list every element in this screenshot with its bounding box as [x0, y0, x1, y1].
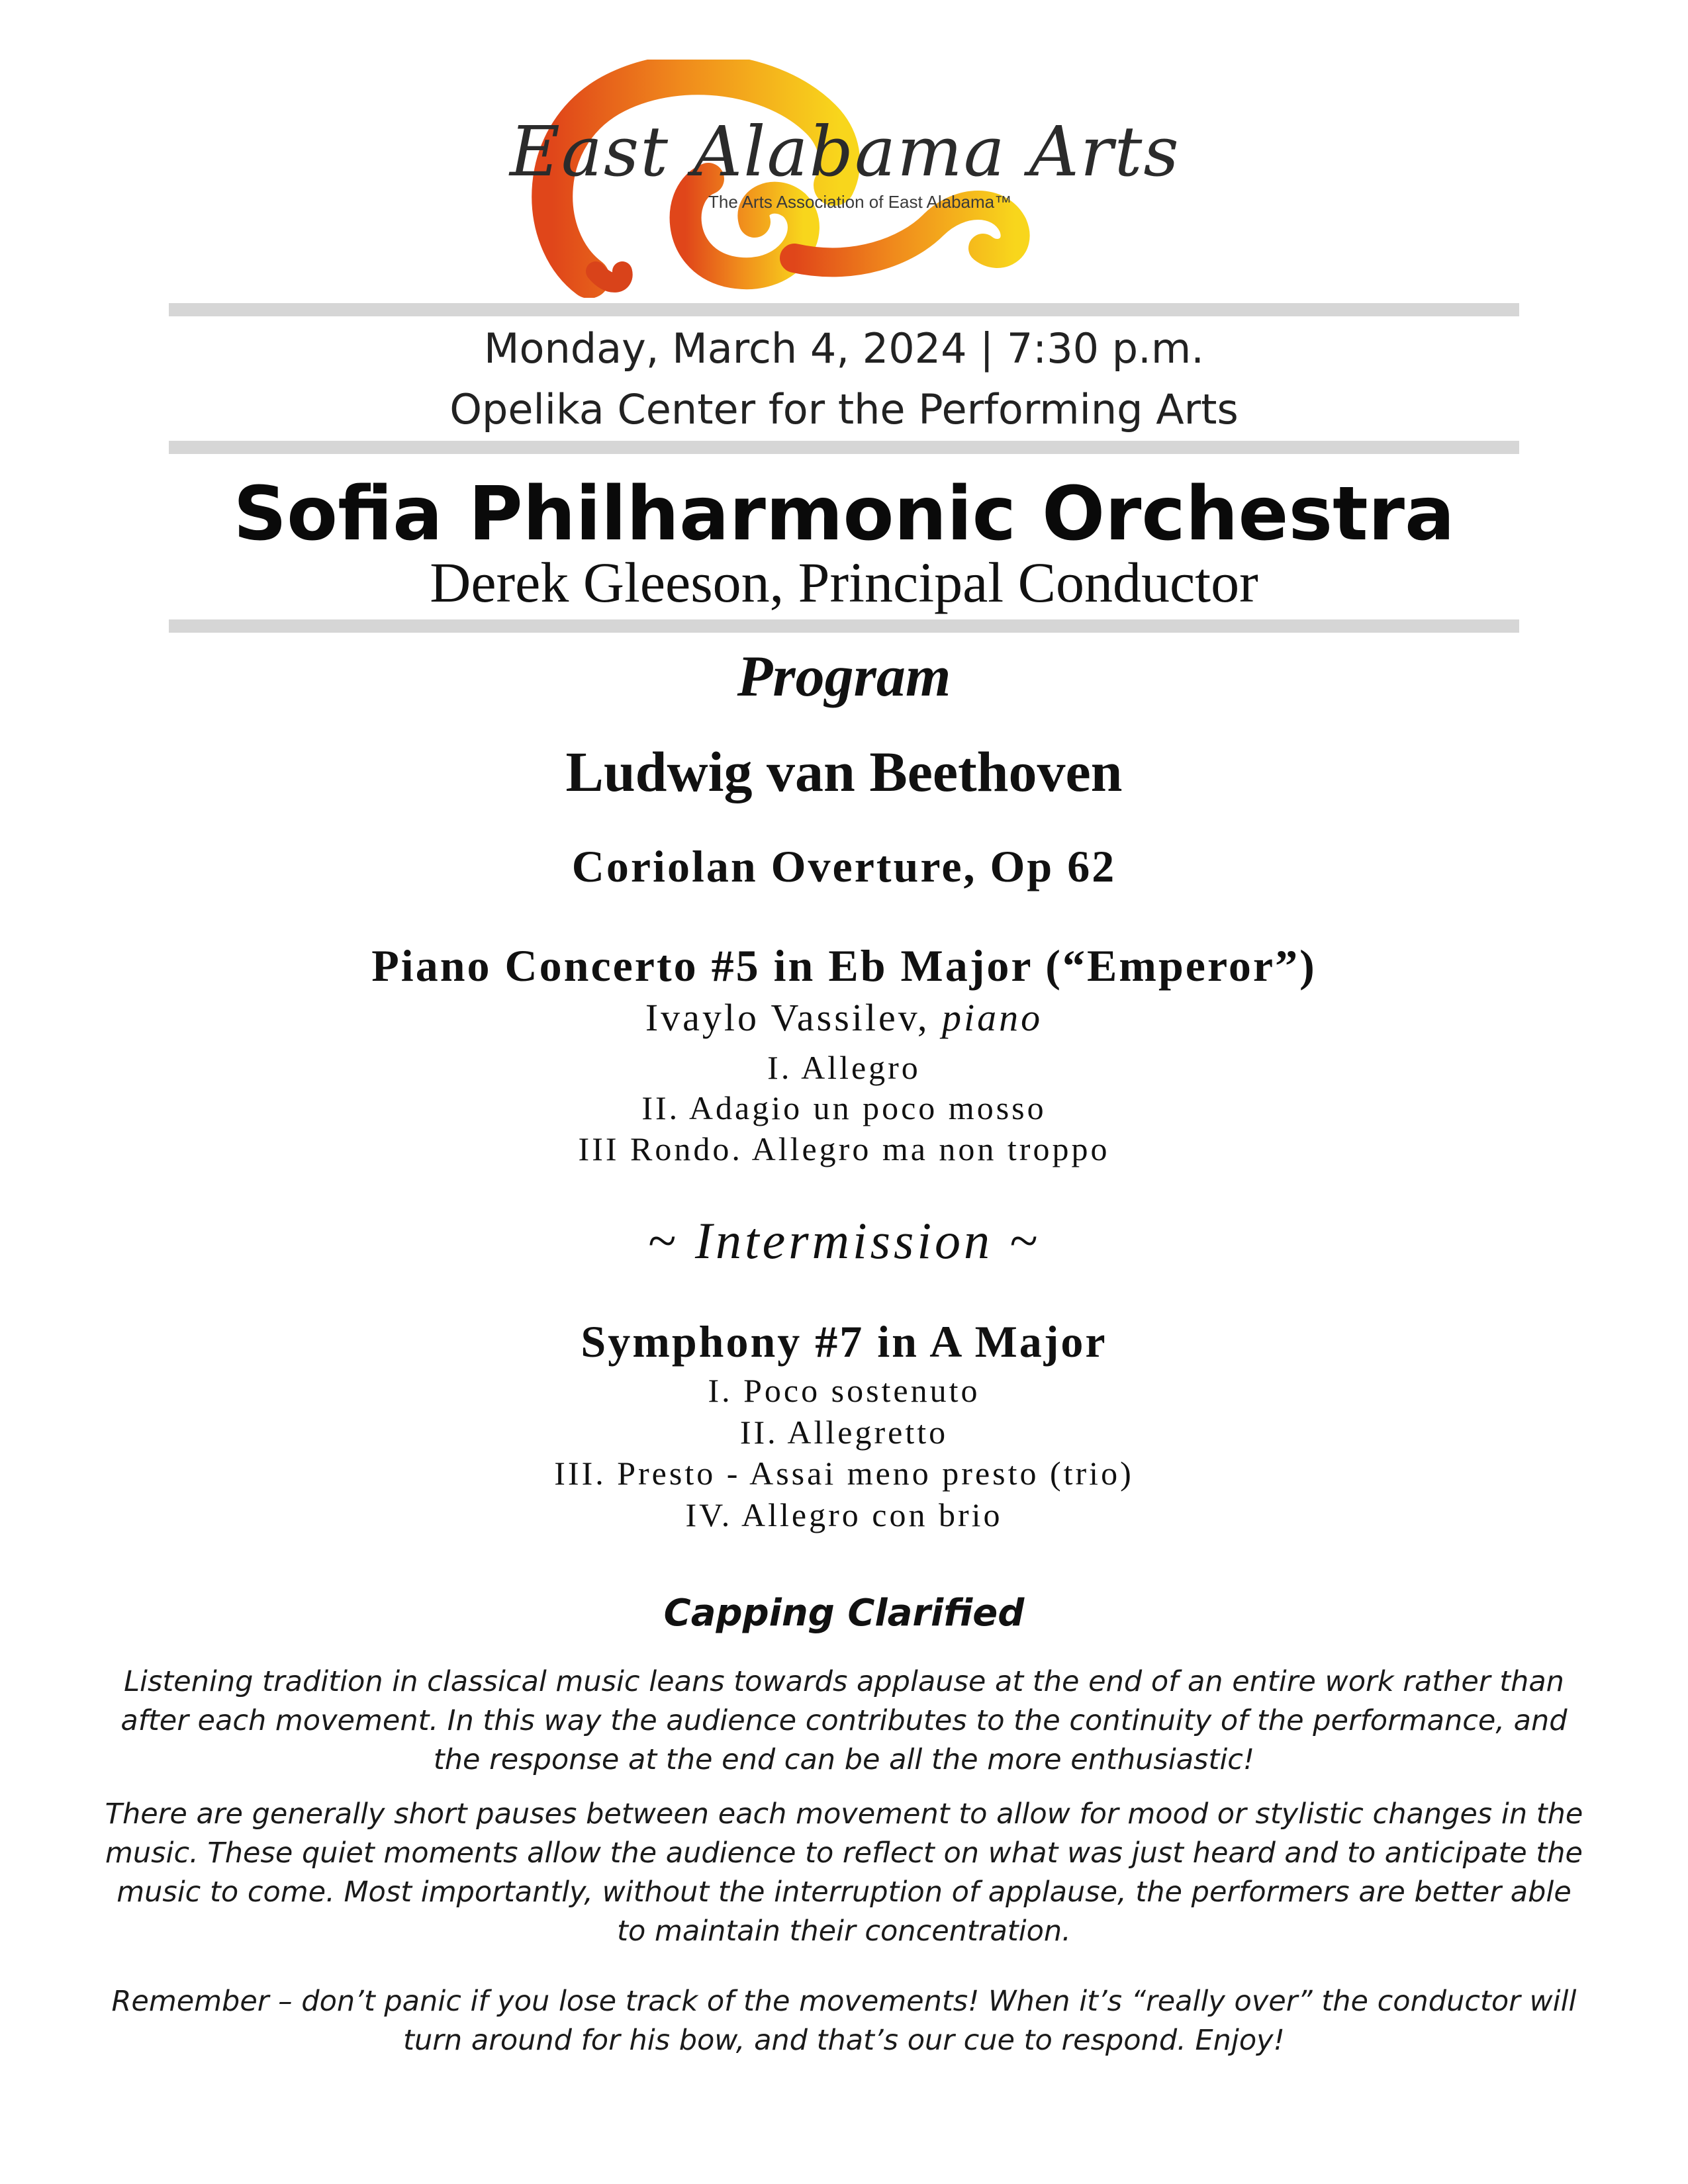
event-venue: Opelika Center for the Performing Arts [449, 385, 1239, 433]
east-alabama-arts-logo [510, 60, 1180, 298]
note-title: Capping Clarified [663, 1592, 1025, 1635]
note-paragraph: Listening tradition in classical music leans towards applause at the end of an entire work rather than after each movement. In this way the audience contributes to the continuity of the performance, and the response at the end can be all the more enthusiastic! [120, 1665, 1568, 1776]
soloist-line [0, 995, 1688, 1040]
conductor-line: Derek Gleeson, Principal Conductor [430, 551, 1258, 614]
composer-name: Ludwig van Beethoven [565, 740, 1123, 803]
symphony-movement: I. Poco sostenuto [708, 1372, 980, 1409]
divider-bottom [169, 619, 1519, 633]
symphony-movement: II. Allegretto [739, 1414, 949, 1451]
soloist-instrument: piano [942, 996, 1043, 1039]
symphony-movement: III. Presto - Assai meno presto (trio) [554, 1455, 1134, 1492]
symphony-movement: IV. Allegro con brio [685, 1496, 1003, 1533]
concerto-movement: III Rondo. Allegro ma non troppo [578, 1130, 1110, 1167]
logo-tagline: The Arts Association of East Alabama™ [708, 192, 1012, 212]
note-paragraph: There are generally short pauses between each movement to allow for mood or stylistic changes in the music. These quiet moments allow the audience to reflect on what was just heard and to anticipate the music to come. Most importantly, without the interruption of applause, the performers are better able to maintain their concentration. [105, 1797, 1583, 1948]
logo-wordmark: East Alabama Arts [510, 111, 1180, 192]
event-date-time: Monday, March 4, 2024 | 7:30 p.m. [484, 324, 1204, 373]
program-heading: Program [737, 645, 951, 709]
work-title-symphony: Symphony #7 in A Major [581, 1316, 1107, 1367]
divider-middle [169, 441, 1519, 454]
divider-top [169, 303, 1519, 316]
note-paragraph: Remember – don’t panic if you lose track of the movements! When it’s “really over” the conductor will turn around for his bow, and that’s our cue to respond. Enjoy! [111, 1985, 1577, 2057]
concerto-movement: II. Adagio un poco mosso [641, 1089, 1047, 1126]
orchestra-name: Sofia Philharmonic Orchestra [233, 471, 1455, 557]
concerto-movement: I. Allegro [767, 1049, 921, 1086]
work-title-overture: Coriolan Overture, Op 62 [571, 841, 1117, 891]
soloist-name: Ivaylo Vassilev, [645, 996, 943, 1039]
intermission-label: ~ Intermission ~ [647, 1212, 1041, 1269]
work-title-concerto: Piano Concerto #5 in Eb Major (“Emperor”) [371, 940, 1317, 991]
